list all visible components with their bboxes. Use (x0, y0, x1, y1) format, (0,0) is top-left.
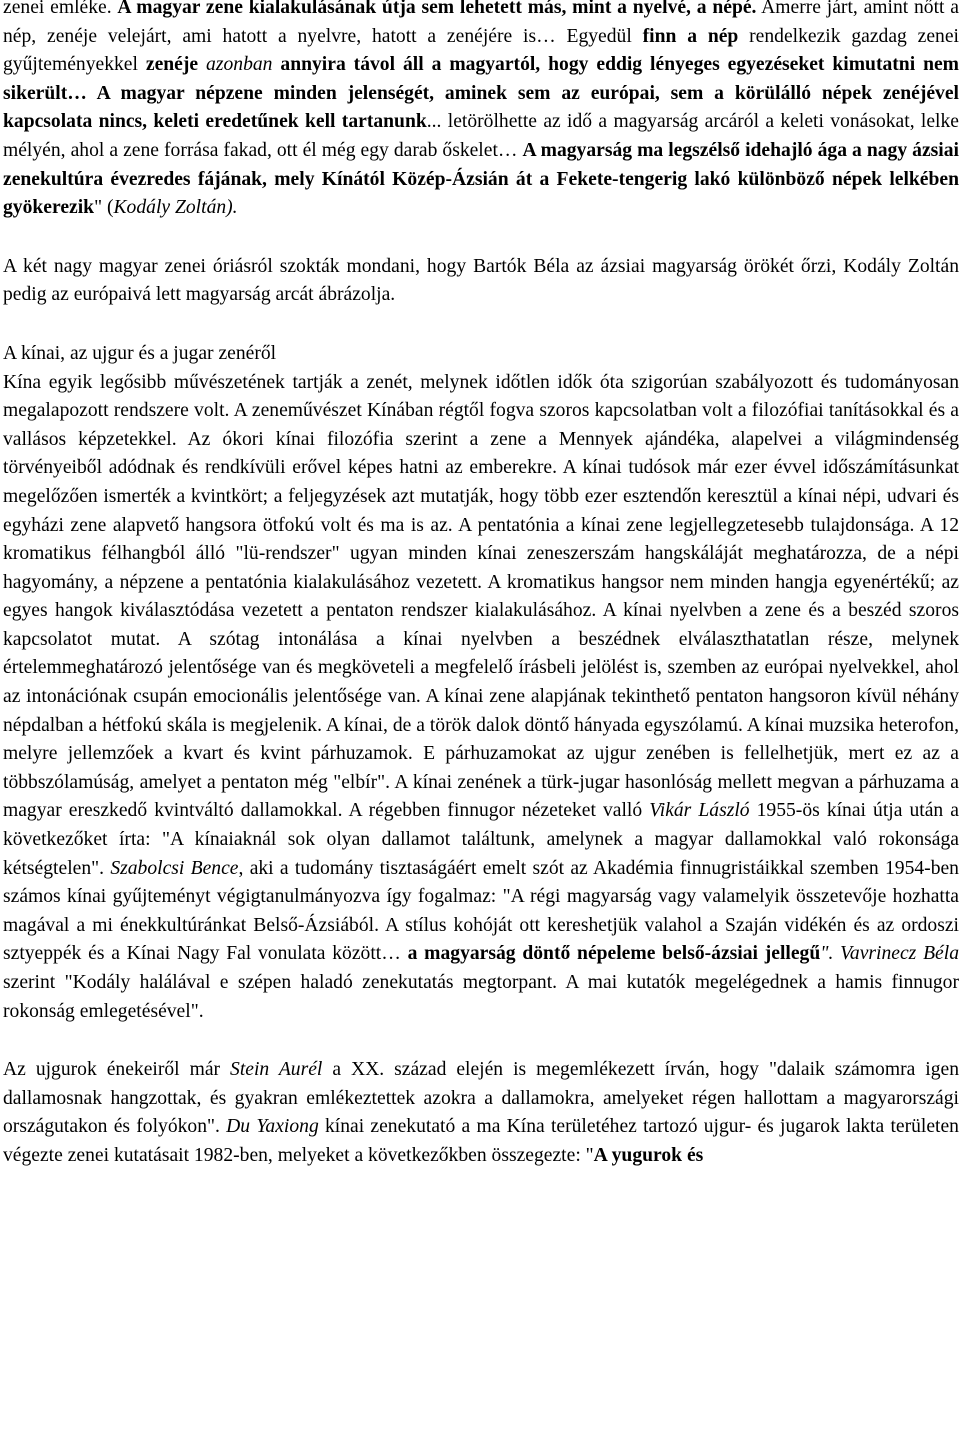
italic-run: Du Yaxiong (226, 1116, 319, 1138)
paragraph-bartok-kodaly: A két nagy magyar zenei óriásról szokták mondani, hogy Bartók Béla az ázsiai magyarság örökét őrzi, Kodály Zoltán pedig az európaivá lett magyarság arcát ábrázolja. (3, 255, 959, 306)
italic-run: azonban (198, 54, 273, 76)
text-run: rendelkezik gazdag zenei gyűjteményekkel (3, 25, 959, 76)
document-page (3, 0, 959, 1171)
text-run: 1955-ös kínai útja után a következőket írta: "A kínaiaknál sok olyan dallamot találtunk, amelynek a magyar dallamokkal való rokonsága kétségtelen". (3, 800, 959, 879)
italic-run: Szabolcsi Bence (110, 857, 239, 879)
text-run: szerint "Kodály halálával e szépen haladó zenekutatás megtorpant. A mai kutatók megelégednek a hamis finnugor rokonság emlegetésével". (3, 972, 959, 1022)
bold-run: a magyarság döntő népeleme belső-ázsiai jellegű (407, 943, 821, 965)
italic-run: Kodály Zoltán). (113, 197, 238, 219)
paragraph-kodaly-quote (3, 0, 959, 223)
bold-run: annyira távol áll a magyartól, hogy eddig lényeges egyezéseket kimutatni nem sikerült… A magyar népzene minden jelenségét, aminek sem az európai, sem a körülálló népek zenéjével kapcsolata nincs, keleti eredetűnek kell tartanunk (3, 54, 960, 133)
text-run: Kína egyik legősibb művészetének tartják a zenét, melynek időtlen idők óta szigorúan szabályozott és tudományosan megalapozott rendszere volt. A zeneművészet Kínában régtől fogva szoros kapcsolatban volt a filozófiai tanításokkal és a vallásos képzetekkel. Az ókori kínai filozófia szerint a zene a Mennyek ajándéka, alapelvei a világmindenség törvényeiből adódnak és rendkívüli erővel képes hatni az emberekre. A kínai tudósok már ezer évvel időszámításunkat megelőzően ismerték a kvintkört; a feljegyzések azt mutatják, hogy több ezer esztendőn keresztül a kínai népi, udvari és egyházi zene alapvető hangsora ötfokú volt és ma is az. A pentatónia a kínai zene legjellegzetesebb tulajdonsága. A 12 kromatikus félhangból álló "lü-rendszer" ugyan minden kínai zeneszerszám hangskáláját meghatározza, de a népi hagyomány, a népzene a pentatónia kialakulásához vezetett. A kromatikus hangsor nem minden hangja egyenértékű; az egyes hangok kiválasztódása vezetett a pentaton rendszer kialakulásához. A kínai nyelvben a zene és a beszéd szoros kapcsolatot mutat. A szótag intonálása a kínai nyelvben a beszédnek elválaszthatatlan része, melynek értelemmeghatározó jelentősége van és megköveteli a megfelelő írásbeli jelölést is, szemben az európai nyelvekkel, ahol az intonációnak csupán emocionális jelentősége van. A kínai zene alapjának tekinthető pentaton hangsoron kívül néhány népdalban a hétfokú skála is megjelenik. A kínai, de a török dalok döntő hányada egyszólamú. A kínai muzsika heterofon, melyre jellemzőek a kvart és kvint párhuzamok. E párhuzamokat az ujgur zenében is fellelhetjük, mert ez az a többszólamúság, amelyet a pentaton még "elbír". A kínai zenének a türk-jugar hasonlóság mellett megvan a párhuzama a magyar ereszkedő kvintváltó dallamokkal. A régebben finnugor nézeteket valló (3, 371, 959, 822)
bold-run: A magyar zene kialakulásának útja sem lehetett más, mint a nyelvé, a népé. (117, 0, 757, 18)
text-run: zenei emléke. (3, 0, 118, 18)
text-run: , aki a tudomány tisztaságáért emelt szót az Akadémia finnugristáikkal szemben 1954-ben számos kínai gyűjteményt végigtanulmányozva így fogalmaz: "A régi magyarság vagy valamelyik összetevője hozhatta magával a mi énekkultúránkat Belső-Ázsiából. A stílus kohóját ott kereshetjük valahol a Szaján vidékén és az ordoszi sztyeppék és a Kínai Nagy Fal vonulata között… (3, 857, 959, 965)
text-run: " ( (94, 197, 114, 219)
bold-run: finn a nép (642, 25, 739, 47)
text-run: ... letörölhette az idő a magyarság arcáról a keleti vonásokat, lelke mélyén, ahol a zene forrása fakad, ott él még egy darab őskelet… (3, 111, 959, 161)
text-run: Az ujgurok énekeiről már (3, 1059, 231, 1081)
bold-run: A yugurok és (593, 1144, 704, 1166)
paragraph-chinese-music (3, 369, 959, 1027)
italic-run: Stein Aurél (230, 1059, 323, 1081)
text-run: Amerre járt, amint nőtt a nép, zenéje velejárt, ami hatott a nyelvre, hatott a zenéjére is… Egyedül (3, 0, 959, 47)
italic-run: ". Vavrinecz Béla (820, 943, 959, 965)
text-run: kínai zenekutató a ma Kína területéhez tartozó ujgur- és jugarok lakta területen végezte zenei kutatásait 1982-ben, melyeket a következőkben összegezte: " (3, 1116, 959, 1166)
section-heading: A kínai, az ujgur és a jugar zenéről (3, 342, 277, 364)
italic-run: Vikár László (649, 800, 750, 822)
bold-run: zenéje (145, 54, 199, 76)
text-run: a XX. század elején is megemlékezett írván, hogy "dalaik számomra igen dallamosnak hangzottak, és gyakran emlékeztettek azokra a dallamokra, amelyeket régen hallottam a magyarországi országutakon és folyókon". (3, 1059, 959, 1138)
paragraph-uyghur-songs (3, 1056, 959, 1170)
bold-run: A magyarság ma legszélső idehajló ága a nagy ázsiai zenekultúra évezredes fájának, mely Kínától Közép-Ázsián át a Fekete-tengerig lakó különböző népek lelkében gyökerezik (3, 139, 959, 219)
